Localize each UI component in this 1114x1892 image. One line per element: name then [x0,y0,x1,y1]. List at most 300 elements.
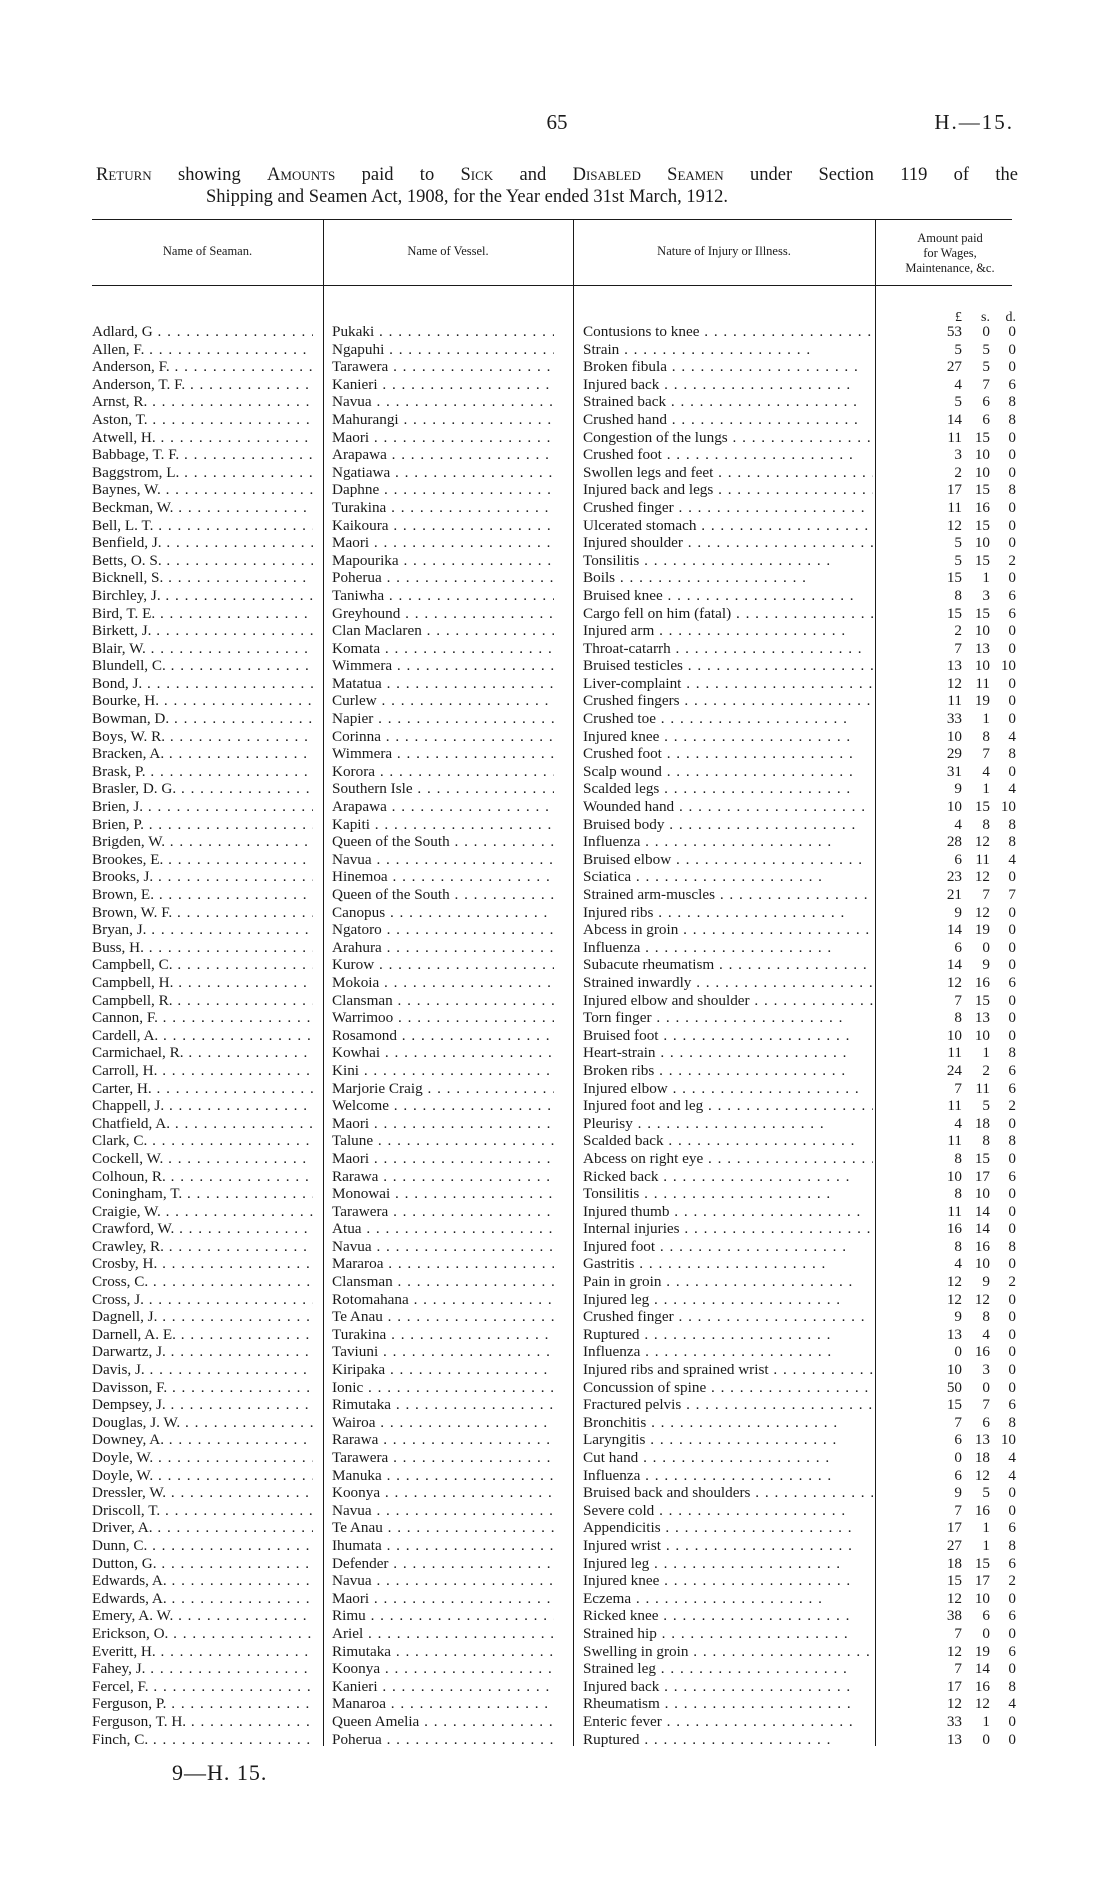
injury-description: Scalp wound . . [583,763,873,781]
seaman-name: Cannon, F. . . [92,1009,313,1027]
amount-pence: 4 [1008,850,1016,868]
vessel-name: Turakina . . [332,499,554,517]
header-name-of-seaman: Name of Seaman. [162,244,253,258]
amount-pence: 6 [1008,1554,1016,1572]
amount-shillings: 11 [975,674,990,692]
table-row [0,1203,1114,1221]
amount-pence: 8 [1008,815,1016,833]
amount-pounds: 12 [946,516,962,534]
injury-description: Abcess in groin . . [583,921,873,939]
vessel-name: Ngapuhi . . [332,341,554,359]
amount-shillings: 10 [974,463,990,481]
amount-pounds: 21 [946,886,962,903]
vessel-name: Kanieri . . [332,1678,554,1696]
injury-description: Influenza . . [583,1343,873,1361]
table-row [0,1044,1114,1062]
vessel-name: Hinemoa . . [332,868,554,886]
amount-pounds: 5 [954,393,962,411]
table-row [0,1643,1114,1661]
amount-shillings: 1 [982,569,990,587]
vessel-name: Korora . . [332,763,554,781]
injury-description: Internal injuries . . [583,1220,873,1238]
table-row [0,1572,1114,1590]
amount-shillings: 15 [974,991,990,1009]
amount-pounds: 6 [954,850,962,868]
injury-description: Injured leg . . [583,1291,873,1309]
seaman-name: Dressler, W. . . [92,1484,313,1502]
seaman-name: Blundell, C. . . [92,657,313,675]
amount-shillings: 7 [982,375,990,393]
table-row [0,1484,1114,1502]
amount-shillings: 16 [974,1343,990,1361]
table-row [0,1343,1114,1361]
amount-shillings: 6 [982,410,990,428]
amount-shillings: 10 [974,657,990,675]
vessel-name: Koonya . . [332,1484,554,1502]
injury-description: Cargo fell on him (fatal) . . [583,605,873,623]
amount-pence: 0 [1008,498,1016,516]
amount-pounds: 7 [954,1624,962,1642]
amount-pounds: 10 [946,1167,962,1185]
currency-pounds-label: £ [955,310,962,325]
vessel-name: Napier . . [332,710,554,728]
title-line-2: Shipping and Seamen Act, 1908, for the Year ended 31st March, 1912. [206,187,729,207]
injury-description: Ulcerated stomach . . [583,517,873,535]
injury-description: Crushed finger . . [583,499,873,517]
vessel-name: Mapourika . . [332,552,554,570]
table-row [0,499,1114,517]
injury-description: Injured knee . . [583,1572,873,1590]
amount-pounds: 11 [947,1202,962,1220]
table-row [0,411,1114,429]
amount-pence: 0 [1008,1220,1016,1238]
vessel-name: Maori . . [332,1150,554,1168]
amount-shillings: 11 [975,850,990,868]
amount-pounds: 12 [946,1642,962,1660]
amount-pounds: 13 [946,657,962,675]
amount-pounds: 7 [954,639,962,657]
page-number: 65 [546,110,568,134]
amount-pounds: 10 [946,727,962,745]
amount-pence: 10 [1000,798,1016,816]
header-name-of-vessel: Name of Vessel. [407,244,489,258]
amount-pence: 7 [1008,886,1016,903]
vessel-name: Matatua . . [332,675,554,693]
amount-pounds: 5 [954,534,962,552]
seaman-name: Everitt, H. . . [92,1643,313,1661]
amount-shillings: 0 [982,1730,990,1748]
vessel-name: Koonya . . [332,1660,554,1678]
seaman-name: Carmichael, R. . . [92,1044,313,1062]
table-top-rule [92,219,1012,220]
amount-pounds: 7 [954,1660,962,1678]
seaman-name: Cardell, A. . . [92,1027,313,1045]
table-row [0,1555,1114,1573]
amount-shillings: 1 [982,1536,990,1554]
table-row [0,1273,1114,1291]
seaman-name: Carroll, H. . . [92,1062,313,1080]
amount-shillings: 14 [974,1220,990,1238]
vessel-name: Defender . . [332,1555,554,1573]
amount-pence: 0 [1008,1730,1016,1748]
seaman-name: Carter, H. . . [92,1080,313,1098]
table-row [0,1590,1114,1608]
seaman-name: Allen, F. . . [92,341,313,359]
amount-shillings: 12 [974,1466,990,1484]
table-row [0,534,1114,552]
injury-description: Rheumatism . . [583,1695,873,1713]
amount-pence: 0 [1008,1308,1016,1326]
table-row [0,1027,1114,1045]
vessel-name: Kiripaka . . [332,1361,554,1379]
amount-shillings: 6 [982,1413,990,1431]
amount-pounds: 6 [954,1466,962,1484]
amount-pounds: 27 [946,1536,962,1554]
vessel-name: Arahura . . [332,939,554,957]
injury-description: Ricked knee . . [583,1607,873,1625]
amount-pounds: 12 [946,1589,962,1607]
vessel-name: Warrimoo . . [332,1009,554,1027]
amount-shillings: 1 [982,1044,990,1062]
seaman-name: Coningham, T. . . [92,1185,313,1203]
seaman-name: Clark, C. . . [92,1132,313,1150]
vessel-name: Rotomahana . . [332,1291,554,1309]
amount-pence: 0 [1008,1589,1016,1607]
injury-description: Crushed toe . . [583,710,873,728]
table-row [0,1009,1114,1027]
seaman-name: Dagnell, J. . . [92,1308,313,1326]
seaman-name: Boys, W. R. . . [92,728,313,746]
injury-description: Scalded legs . . [583,780,873,798]
amount-shillings: 12 [974,1290,990,1308]
amount-shillings: 10 [974,1255,990,1273]
vessel-name: Ngatiawa . . [332,464,554,482]
vessel-name: Pukaki . . [332,323,554,341]
seaman-name: Babbage, T. F. . . [92,446,313,464]
amount-pence: 6 [1008,375,1016,393]
amount-shillings: 13 [974,1431,990,1449]
amount-pounds: 8 [954,1149,962,1167]
injury-description: Ricked back . . [583,1168,873,1186]
injury-description: Injured arm . . [583,622,873,640]
seaman-name: Bryan, J. . . [92,921,313,939]
table-row [0,1220,1114,1238]
vessel-name: Maori . . [332,1115,554,1133]
seaman-name: Crosby, H. . . [92,1255,313,1273]
vessel-name: Manaroa . . [332,1695,554,1713]
vessel-name: Ngatoro . . [332,921,554,939]
amount-shillings: 9 [982,1273,990,1291]
vessel-name: Maori . . [332,1590,554,1608]
vessel-name: Southern Isle . . [332,780,554,798]
amount-pence: 0 [1008,674,1016,692]
injury-description: Congestion of the lungs . . [583,429,873,447]
injury-description: Injured leg . . [583,1555,873,1573]
vessel-name: Rimu . . [332,1607,554,1625]
amount-pounds: 6 [954,1431,962,1449]
table-row [0,675,1114,693]
vessel-name: Navua . . [332,851,554,869]
vessel-name: Queen Amelia . . [332,1713,554,1731]
injury-description: Pain in groin . . [583,1273,873,1291]
currency-shillings-label: s. [981,310,990,325]
amount-pence: 0 [1008,323,1016,340]
amount-shillings: 16 [974,1237,990,1255]
seaman-name: Bond, J. . . [92,675,313,693]
amount-shillings: 0 [982,1624,990,1642]
table-row [0,1185,1114,1203]
amount-pence: 0 [1008,1026,1016,1044]
table-row [0,1449,1114,1467]
amount-shillings: 15 [974,551,990,569]
seaman-name: Davisson, F. . . [92,1379,313,1397]
injury-description: Bruised knee . . [583,587,873,605]
injury-description: Injured back and legs . . [583,481,873,499]
amount-shillings: 8 [982,1308,990,1326]
table-row [0,657,1114,675]
header-bottom-rule [92,285,1012,286]
amount-pence: 0 [1008,1660,1016,1678]
amount-pounds: 9 [954,1484,962,1502]
vessel-name: Atua . . [332,1220,554,1238]
vessel-name: Corinna . . [332,728,554,746]
amount-pence: 0 [1008,1361,1016,1379]
vessel-name: Taviuni . . [332,1343,554,1361]
vessel-name: Navua . . [332,1572,554,1590]
table-row [0,1379,1114,1397]
table-row [0,464,1114,482]
amount-pounds: 7 [954,991,962,1009]
vessel-name: Rimutaka . . [332,1643,554,1661]
amount-pence: 0 [1008,868,1016,886]
injury-description: Subacute rheumatism . . [583,956,873,974]
table-row [0,1502,1114,1520]
amount-pence: 0 [1008,762,1016,780]
table-row [0,640,1114,658]
injury-description: Ruptured . . [583,1326,873,1344]
amount-pence: 0 [1008,1009,1016,1027]
injury-description: Influenza . . [583,939,873,957]
amount-shillings: 10 [974,622,990,640]
vessel-name: Komata . . [332,640,554,658]
amount-pounds: 10 [946,1026,962,1044]
amount-pounds: 53 [946,323,962,340]
injury-description: Eczema . . [583,1590,873,1608]
vessel-name: Navua . . [332,1502,554,1520]
amount-pounds: 4 [954,375,962,393]
amount-pence: 6 [1008,1519,1016,1537]
vessel-name: Arapawa . . [332,798,554,816]
injury-description: Cut hand . . [583,1449,873,1467]
amount-shillings: 8 [982,1132,990,1150]
amount-pounds: 0 [954,1343,962,1361]
amount-shillings: 0 [982,938,990,956]
amount-pounds: 8 [954,1237,962,1255]
amount-pence: 8 [1008,1237,1016,1255]
vessel-name: Welcome . . [332,1097,554,1115]
seaman-name: Davis, J. . . [92,1361,313,1379]
injury-description: Injured back . . [583,376,873,394]
amount-pence: 0 [1008,622,1016,640]
vessel-name: Tarawera . . [332,358,554,376]
vessel-name: Clansman . . [332,1273,554,1291]
table-row [0,1713,1114,1731]
amount-shillings: 10 [974,1589,990,1607]
seaman-name: Doyle, W. . . [92,1467,313,1485]
seaman-name: Anderson, T. F. . . [92,376,313,394]
amount-shillings: 6 [982,393,990,411]
table-row [0,886,1114,904]
amount-pounds: 11 [947,1097,962,1115]
amount-pence: 0 [1008,358,1016,376]
table-row [0,868,1114,886]
amount-shillings: 16 [974,498,990,516]
amount-pence: 10 [1000,1431,1016,1449]
table-row [0,1361,1114,1379]
seaman-name: Fercel, F. . . [92,1678,313,1696]
amount-pence: 0 [1008,340,1016,358]
injury-description: Crushed finger . . [583,1308,873,1326]
amount-pounds: 9 [954,903,962,921]
injury-description: Injured foot and leg . . [583,1097,873,1115]
table-row [0,1150,1114,1168]
injury-description: Injured wrist . . [583,1537,873,1555]
amount-shillings: 15 [974,1149,990,1167]
amount-pence: 10 [1000,657,1016,675]
table-row [0,622,1114,640]
amount-pence: 6 [1008,1607,1016,1625]
table-row [0,763,1114,781]
amount-pence: 4 [1008,780,1016,798]
amount-pounds: 8 [954,1185,962,1203]
amount-pounds: 17 [946,481,962,499]
injury-description: Strain . . [583,341,873,359]
amount-pence: 4 [1008,727,1016,745]
vessel-name: Queen of the South . . [332,833,554,851]
table-row [0,1396,1114,1414]
table-row [0,992,1114,1010]
vessel-name: Ihumata . . [332,1537,554,1555]
vessel-name: Poherua . . [332,569,554,587]
amount-shillings: 19 [974,1642,990,1660]
seaman-name: Betts, O. S. . . [92,552,313,570]
injury-description: Injured foot . . [583,1238,873,1256]
amount-pounds: 9 [954,780,962,798]
vessel-name: Kaikoura . . [332,517,554,535]
seaman-name: Brown, W. F. . . [92,904,313,922]
injury-description: Crushed hand . . [583,411,873,429]
amount-shillings: 15 [974,516,990,534]
amount-pence: 8 [1008,1132,1016,1150]
injury-description: Heart-strain . . [583,1044,873,1062]
amount-shillings: 5 [982,1097,990,1115]
amount-shillings: 12 [974,868,990,886]
vessel-name: Wimmera . . [332,657,554,675]
table-row [0,1607,1114,1625]
vessel-name: Clansman . . [332,992,554,1010]
vessel-name: Kanieri . . [332,376,554,394]
table-row [0,728,1114,746]
amount-pence: 6 [1008,1061,1016,1079]
seaman-name: Blair, W. . . [92,640,313,658]
amount-shillings: 17 [974,1167,990,1185]
table-row [0,1678,1114,1696]
amount-pounds: 16 [946,1220,962,1238]
amount-shillings: 12 [974,833,990,851]
amount-pence: 0 [1008,1325,1016,1343]
seaman-name: Emery, A. W. . . [92,1607,313,1625]
seaman-name: Arnst, R. . . [92,393,313,411]
injury-description: Strained back . . [583,393,873,411]
amount-pounds: 12 [946,1695,962,1713]
vessel-name: Ariel . . [332,1625,554,1643]
seaman-name: Finch, C. . . [92,1731,313,1749]
amount-pounds: 38 [946,1607,962,1625]
vessel-name: Kapiti . . [332,816,554,834]
injury-description: Bruised back and shoulders . . [583,1484,873,1502]
amount-pence: 0 [1008,1378,1016,1396]
page-reference: H.—15. [934,110,1014,134]
amount-pounds: 24 [946,1061,962,1079]
injury-description: Concussion of spine . . [583,1379,873,1397]
amount-shillings: 9 [982,956,990,974]
amount-shillings: 5 [982,340,990,358]
amount-pounds: 23 [946,868,962,886]
amount-shillings: 14 [974,1202,990,1220]
seaman-name: Bell, L. T. . . [92,517,313,535]
seaman-name: Edwards, A. . . [92,1572,313,1590]
document-title [96,164,1018,208]
seaman-name: Downey, A. . . [92,1431,313,1449]
table-row [0,376,1114,394]
amount-pounds: 28 [946,833,962,851]
amount-pounds: 33 [946,1712,962,1730]
amount-pence: 8 [1008,1413,1016,1431]
vessel-name: Kini . . [332,1062,554,1080]
amount-pence: 8 [1008,481,1016,499]
amount-pence: 6 [1008,586,1016,604]
table-row [0,1326,1114,1344]
table-row [0,1537,1114,1555]
seamen-table-body [0,323,1114,1748]
vessel-name: Wairoa . . [332,1414,554,1432]
seaman-name: Dutton, G. . . [92,1555,313,1573]
table-row [0,745,1114,763]
seaman-name: Douglas, J. W. . . [92,1414,313,1432]
seaman-name: Campbell, R. . . [92,992,313,1010]
amount-pounds: 14 [946,921,962,939]
injury-description: Wounded hand . . [583,798,873,816]
amount-pounds: 10 [946,798,962,816]
amount-shillings: 5 [982,358,990,376]
table-row [0,939,1114,957]
table-row [0,517,1114,535]
amount-pounds: 2 [954,463,962,481]
amount-pounds: 11 [947,1044,962,1062]
injury-description: Boils . . [583,569,873,587]
amount-pounds: 4 [954,815,962,833]
amount-pounds: 15 [946,1396,962,1414]
amount-shillings: 6 [982,1607,990,1625]
seaman-name: Dempsey, J. . . [92,1396,313,1414]
amount-pounds: 12 [946,674,962,692]
seaman-name: Doyle, W. . . [92,1449,313,1467]
header-amount-paid: Amount paid for Wages, Maintenance, &c. [905,231,995,275]
injury-description: Enteric fever . . [583,1713,873,1731]
seaman-name: Baynes, W. . . [92,481,313,499]
amount-pounds: 11 [947,692,962,710]
seaman-name: Bird, T. E. . . [92,605,313,623]
